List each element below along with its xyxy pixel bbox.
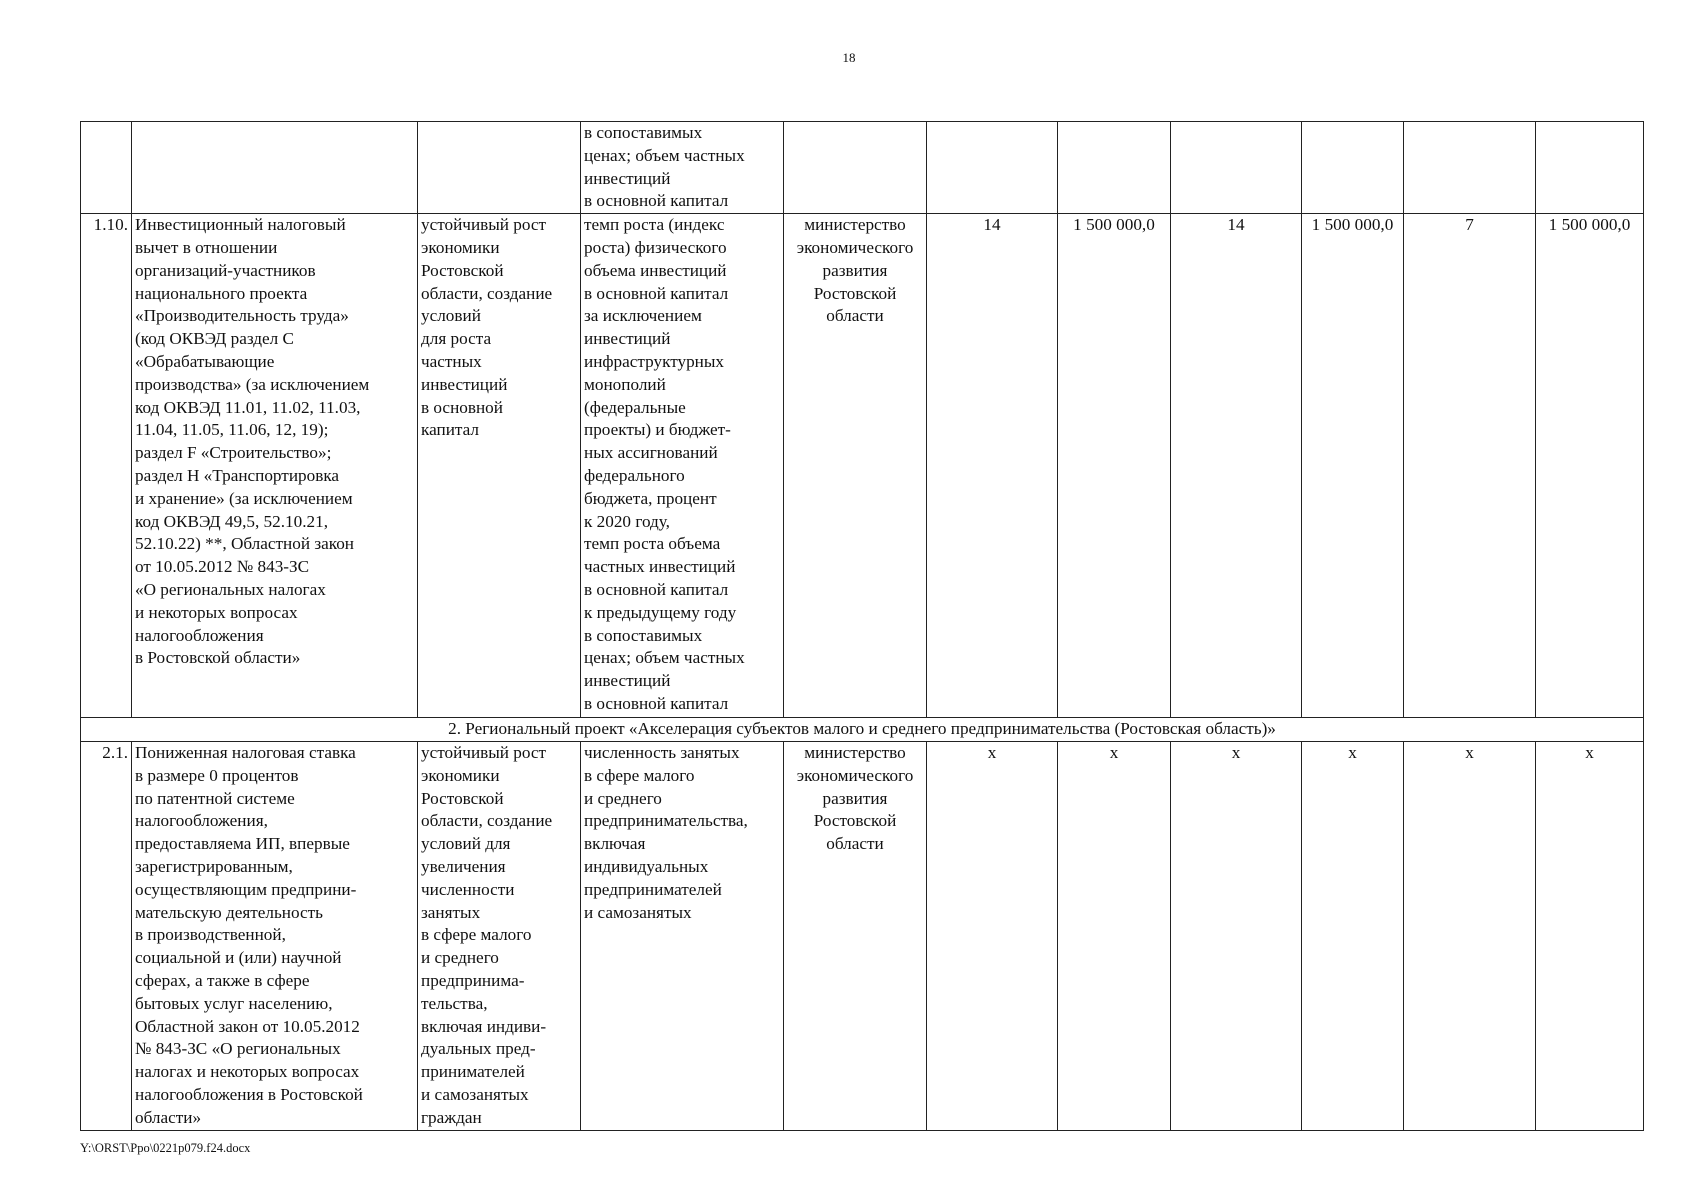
cell-value-5: х [1404, 741, 1536, 1130]
cell-value-3: х [1171, 741, 1302, 1130]
footer-file-path: Y:\ORST\Ppo\0221p079.f24.docx [80, 1141, 251, 1155]
cell-curator: министерство экономического развития Ростовской области [784, 741, 927, 1130]
cell-goal [418, 122, 581, 214]
cell-value-4: х [1302, 741, 1404, 1130]
cell-value-6: 1 500 000,0 [1536, 214, 1644, 718]
cell-value-4: 1 500 000,0 [1302, 214, 1404, 718]
table-row-continuation [81, 122, 1644, 214]
cell-name: Инвестиционный налоговый вычет в отношении организаций-участников национального проекта «Производительность труда» (код ОКВЭД раздел С «Обрабатывающие производства» (за исключением код ОКВЭД 11.01, 11.02, 11.03, 11.04, 11.05, 11.06, 12, 19); раздел F «Строительство»; раздел Н «Транспортировка и хранение» (за исключением код ОКВЭД 49,5, 52.10.21, 52.10.22) **, Областной закон от 10.05.2012 № 843-ЗС «О региональных налогах и некоторых вопросах налогообложения в Ростовской области» [132, 214, 418, 718]
cell-name [132, 122, 418, 214]
cell-value-1: х [927, 741, 1058, 1130]
table-row-2-1 [81, 741, 1644, 1130]
cell-value-2: х [1058, 741, 1171, 1130]
tax-benefits-table [80, 121, 1644, 1131]
cell-value-3: 14 [1171, 214, 1302, 718]
cell-goal: устойчивый рост экономики Ростовской области, создание условий для увеличения численности занятых в сфере малого и среднего предпринима- тельства, включая индиви- дуальных пред- принимателей и самозанятых граждан [418, 741, 581, 1130]
cell-value-4 [1302, 122, 1404, 214]
cell-value-1 [927, 122, 1058, 214]
cell-indicator: темп роста (индекс роста) физического объема инвестиций в основной капитал за исключением инвестиций инфраструктурных монополий (федеральные проекты) и бюджет- ных ассигнований федерального бюджета, процент к 2020 году, темп роста объема частных инвестиций в основной капитал к предыдущему году в сопоставимых ценах; объем частных инвестиций в основной капитал [581, 214, 784, 718]
cell-value-6 [1536, 122, 1644, 214]
section-heading: 2. Региональный проект «Акселерация субъектов малого и среднего предпринимательства (Ростовская область)» [81, 718, 1644, 742]
cell-value-5 [1404, 122, 1536, 214]
cell-value-5: 7 [1404, 214, 1536, 718]
table-row-1-10 [81, 214, 1644, 718]
cell-value-3 [1171, 122, 1302, 214]
page-number: 18 [842, 50, 856, 65]
cell-value-2: 1 500 000,0 [1058, 214, 1171, 718]
cell-indicator: в сопоставимых ценах; объем частных инвестиций в основной капитал [581, 122, 784, 214]
cell-goal: устойчивый рост экономики Ростовской области, создание условий для роста частных инвестиций в основной капитал [418, 214, 581, 718]
cell-num [81, 122, 132, 214]
cell-indicator: численность занятых в сфере малого и среднего предпринимательства, включая индивидуальных предпринимателей и самозанятых [581, 741, 784, 1130]
cell-num: 1.10. [81, 214, 132, 718]
cell-curator [784, 122, 927, 214]
cell-curator: министерство экономического развития Ростовской области [784, 214, 927, 718]
cell-value-6: х [1536, 741, 1644, 1130]
cell-name: Пониженная налоговая ставка в размере 0 процентов по патентной системе налогообложения, предоставляема ИП, впервые зарегистрированным, осуществляющим предприни- мательскую деятельность в производственной, социальной и (или) научной сферах, а также в сфере бытовых услуг населению, Областной закон от 10.05.2012 № 843-ЗС «О региональных налогах и некоторых вопросах налогообложения в Ростовской области» [132, 741, 418, 1130]
cell-value-1: 14 [927, 214, 1058, 718]
cell-num: 2.1. [81, 741, 132, 1130]
table-row-section-2 [81, 718, 1644, 742]
cell-value-2 [1058, 122, 1171, 214]
